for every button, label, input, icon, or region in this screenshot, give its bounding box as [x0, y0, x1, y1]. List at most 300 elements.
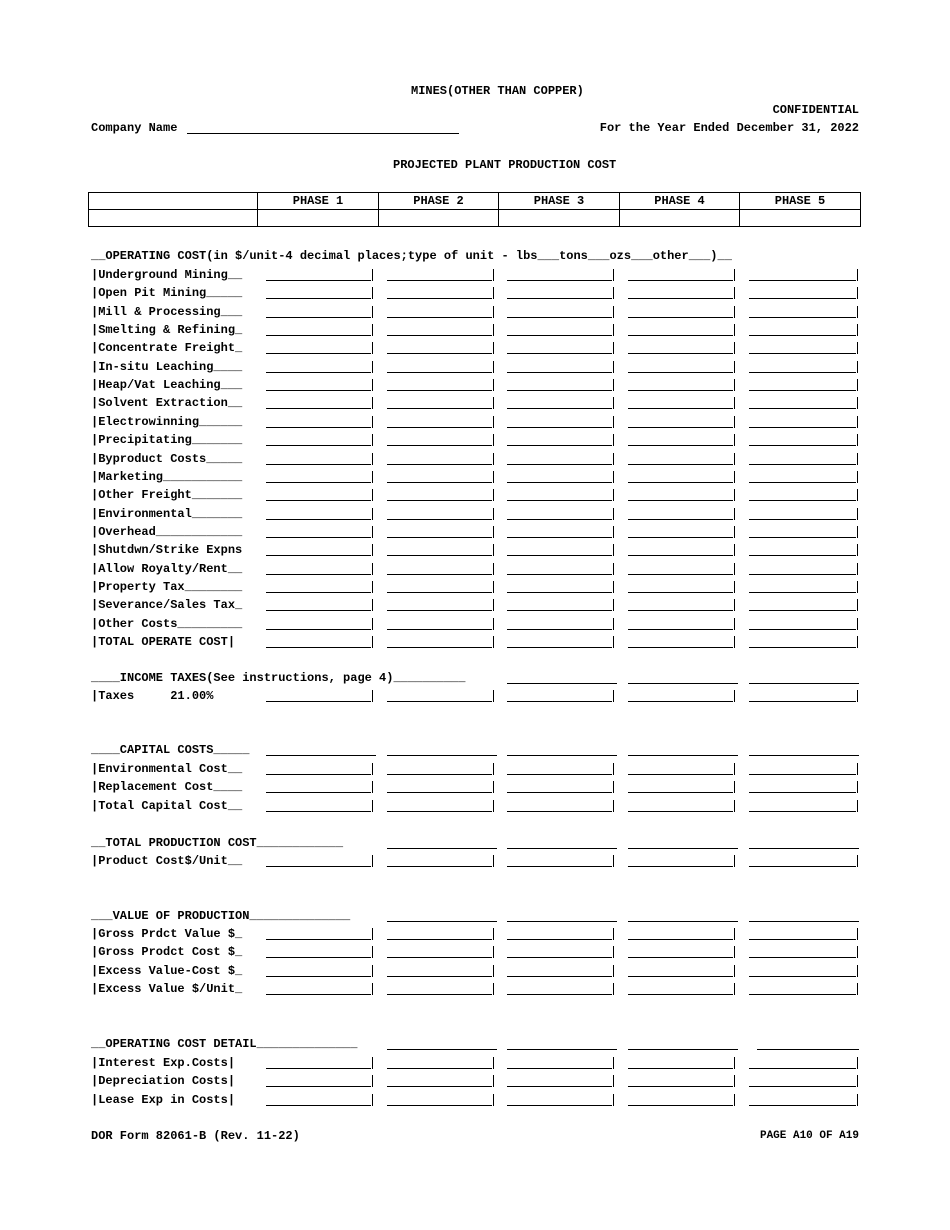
operating-row-5-phase-3-divider: [613, 361, 614, 373]
detail-row-0-phase-4-input[interactable]: [628, 1056, 733, 1068]
operating-row-14-phase-4-underline: [628, 537, 733, 538]
operating-row-7-phase-4-input[interactable]: [628, 396, 733, 408]
operating-row-16-phase-2-divider: [493, 563, 494, 575]
production-title-line-1: [507, 848, 617, 849]
capital-row-1-phase-2-input[interactable]: [387, 780, 492, 792]
value-row-2-phase-5-divider: [857, 965, 858, 977]
detail-row-0-phase-5-input[interactable]: [749, 1056, 856, 1068]
operating-row-4-phase-4-input[interactable]: [628, 341, 733, 353]
operating-row-13-phase-2-underline: [387, 519, 492, 520]
operating-row-7-phase-5-input[interactable]: [749, 396, 856, 408]
operating-row-3-phase-2-input[interactable]: [387, 323, 492, 335]
operating-row-11-phase-4-input[interactable]: [628, 470, 733, 482]
value-row-3-phase-1-input[interactable]: [266, 982, 371, 994]
operating-row-17-phase-4-input[interactable]: [628, 580, 733, 592]
operating-row-7-phase-2-input[interactable]: [387, 396, 492, 408]
operating-row-11-phase-2-input[interactable]: [387, 470, 492, 482]
value-row-1-label: |Gross Prodct Cost $_: [91, 945, 243, 960]
operating-row-8-phase-3-input[interactable]: [507, 415, 612, 427]
operating-row-9-phase-2-input[interactable]: [387, 433, 492, 445]
operating-row-15-phase-3-input[interactable]: [507, 543, 612, 555]
income-row-0-phase-4-divider: [734, 690, 735, 702]
operating-row-14-phase-5-input[interactable]: [749, 525, 856, 537]
operating-row-17-phase-5-divider: [857, 581, 858, 593]
operating-row-2-phase-4-divider: [734, 306, 735, 318]
capital-row-1-phase-3-underline: [507, 792, 612, 793]
operating-row-0-phase-4-underline: [628, 280, 733, 281]
operating-row-18-phase-4-underline: [628, 610, 733, 611]
operating-row-13-phase-3-divider: [613, 508, 614, 520]
detail-row-2-phase-4-input[interactable]: [628, 1093, 733, 1105]
capital-row-2-phase-1-underline: [266, 811, 371, 812]
operating-row-20-phase-5-input[interactable]: [749, 635, 856, 647]
value-row-0-phase-2-divider: [493, 928, 494, 940]
operating-row-19-phase-1-input[interactable]: [266, 617, 371, 629]
capital-row-0-phase-4-input[interactable]: [628, 762, 733, 774]
operating-row-11-phase-5-divider: [857, 471, 858, 483]
production-row-0-phase-1-input[interactable]: [266, 854, 371, 866]
production-row-0-phase-4-input[interactable]: [628, 854, 733, 866]
operating-row-11-phase-2-underline: [387, 482, 492, 483]
capital-row-2-label: |Total Capital Cost__: [91, 798, 243, 813]
operating-row-2-phase-5-underline: [749, 317, 856, 318]
capital-section-title: ____CAPITAL COSTS_____: [91, 743, 250, 757]
detail-row-2-phase-1-input[interactable]: [266, 1093, 371, 1105]
operating-row-8-phase-3-underline: [507, 427, 612, 428]
operating-row-0-phase-3-input[interactable]: [507, 268, 612, 280]
operating-row-11-phase-3-underline: [507, 482, 612, 483]
capital-row-2-phase-2-underline: [387, 811, 492, 812]
operating-row-0-phase-2-input[interactable]: [387, 268, 492, 280]
capital-row-1-phase-5-input[interactable]: [749, 780, 856, 792]
operating-row-20-phase-3-underline: [507, 647, 612, 648]
operating-row-5-phase-2-underline: [387, 372, 492, 373]
detail-row-2-phase-3-input[interactable]: [507, 1093, 612, 1105]
operating-row-3-phase-1-input[interactable]: [266, 323, 371, 335]
capital-row-2-phase-2-input[interactable]: [387, 799, 492, 811]
capital-row-1-phase-1-input[interactable]: [266, 780, 371, 792]
operating-row-9-phase-3-divider: [613, 434, 614, 446]
operating-row-9-phase-5-divider: [857, 434, 858, 446]
capital-row-1-phase-2-underline: [387, 792, 492, 793]
operating-row-1-phase-3-input[interactable]: [507, 286, 612, 298]
operating-row-20-phase-3-input[interactable]: [507, 635, 612, 647]
value-row-3-phase-2-input[interactable]: [387, 982, 492, 994]
value-row-2-phase-2-divider: [493, 965, 494, 977]
operating-row-11-phase-5-input[interactable]: [749, 470, 856, 482]
detail-row-0-phase-2-divider: [493, 1057, 494, 1069]
operating-row-12-phase-2-input[interactable]: [387, 488, 492, 500]
operating-row-0-phase-5-divider: [857, 269, 858, 281]
operating-row-11-phase-4-divider: [734, 471, 735, 483]
operating-row-9-phase-1-input[interactable]: [266, 433, 371, 445]
operating-row-4-phase-5-input[interactable]: [749, 341, 856, 353]
operating-row-8-phase-1-underline: [266, 427, 371, 428]
operating-row-8-phase-4-input[interactable]: [628, 415, 733, 427]
detail-row-1-phase-5-input[interactable]: [749, 1074, 856, 1086]
operating-row-4-phase-3-input[interactable]: [507, 341, 612, 353]
value-row-2-phase-2-input[interactable]: [387, 964, 492, 976]
operating-row-18-phase-2-input[interactable]: [387, 598, 492, 610]
operating-row-0-phase-2-underline: [387, 280, 492, 281]
operating-row-6-label: |Heap/Vat Leaching___: [91, 378, 243, 393]
operating-row-16-phase-1-underline: [266, 574, 371, 575]
phase-1-input[interactable]: [258, 210, 379, 227]
production-row-0-phase-4-divider: [734, 855, 735, 867]
capital-row-0-phase-2-input[interactable]: [387, 762, 492, 774]
detail-title-line-1: [507, 1049, 617, 1050]
value-row-1-phase-5-input[interactable]: [749, 945, 856, 957]
capital-row-2-phase-1-input[interactable]: [266, 799, 371, 811]
operating-row-9-phase-3-input[interactable]: [507, 433, 612, 445]
detail-row-0-phase-1-underline: [266, 1068, 371, 1069]
operating-row-10-phase-4-input[interactable]: [628, 452, 733, 464]
operating-row-1-phase-2-underline: [387, 298, 492, 299]
operating-row-6-phase-1-input[interactable]: [266, 378, 371, 390]
capital-row-2-phase-3-input[interactable]: [507, 799, 612, 811]
operating-row-11-phase-1-input[interactable]: [266, 470, 371, 482]
detail-row-0-phase-1-input[interactable]: [266, 1056, 371, 1068]
operating-row-11-phase-2-divider: [493, 471, 494, 483]
value-row-1-phase-4-input[interactable]: [628, 945, 733, 957]
value-row-0-phase-1-input[interactable]: [266, 927, 371, 939]
operating-row-8-phase-1-input[interactable]: [266, 415, 371, 427]
operating-row-3-phase-3-input[interactable]: [507, 323, 612, 335]
operating-row-19-phase-3-underline: [507, 629, 612, 630]
value-row-1-phase-2-divider: [493, 946, 494, 958]
value-row-1-phase-3-divider: [613, 946, 614, 958]
operating-row-18-phase-1-input[interactable]: [266, 598, 371, 610]
operating-row-11-phase-3-input[interactable]: [507, 470, 612, 482]
operating-row-14-phase-2-input[interactable]: [387, 525, 492, 537]
operating-row-7-phase-3-input[interactable]: [507, 396, 612, 408]
operating-row-8-phase-2-input[interactable]: [387, 415, 492, 427]
operating-row-17-phase-1-input[interactable]: [266, 580, 371, 592]
detail-title-line-0: [387, 1049, 497, 1050]
operating-row-5-phase-2-input[interactable]: [387, 360, 492, 372]
operating-row-6-phase-2-input[interactable]: [387, 378, 492, 390]
operating-row-6-phase-3-divider: [613, 379, 614, 391]
operating-row-19-phase-5-input[interactable]: [749, 617, 856, 629]
operating-row-10-phase-3-input[interactable]: [507, 452, 612, 464]
value-row-1-phase-5-divider: [857, 946, 858, 958]
operating-row-15-phase-4-input[interactable]: [628, 543, 733, 555]
operating-row-6-phase-5-input[interactable]: [749, 378, 856, 390]
form-subtitle: PROJECTED PLANT PRODUCTION COST: [393, 158, 617, 172]
phase-2-header: PHASE 2: [379, 193, 499, 210]
operating-row-3-phase-1-divider: [372, 324, 373, 336]
operating-row-5-phase-3-input[interactable]: [507, 360, 612, 372]
operating-row-19-phase-5-underline: [749, 629, 856, 630]
operating-row-3-phase-4-input[interactable]: [628, 323, 733, 335]
operating-row-1-phase-2-input[interactable]: [387, 286, 492, 298]
operating-row-19-phase-4-input[interactable]: [628, 617, 733, 629]
capital-row-1-phase-5-divider: [857, 781, 858, 793]
operating-row-13-phase-1-underline: [266, 519, 371, 520]
operating-row-19-phase-2-divider: [493, 618, 494, 630]
production-row-0-phase-2-input[interactable]: [387, 854, 492, 866]
operating-row-20-phase-4-input[interactable]: [628, 635, 733, 647]
detail-row-0-phase-2-underline: [387, 1068, 492, 1069]
operating-row-16-phase-1-input[interactable]: [266, 562, 371, 574]
capital-row-1-label: |Replacement Cost____: [91, 780, 243, 795]
value-row-0-phase-2-input[interactable]: [387, 927, 492, 939]
detail-row-1-phase-3-divider: [613, 1075, 614, 1087]
operating-row-13-phase-4-input[interactable]: [628, 507, 733, 519]
operating-row-12-phase-3-underline: [507, 500, 612, 501]
operating-row-5-phase-5-input[interactable]: [749, 360, 856, 372]
value-row-2-phase-3-input[interactable]: [507, 964, 612, 976]
phase-row-blank: [89, 210, 258, 227]
detail-row-1-phase-2-input[interactable]: [387, 1074, 492, 1086]
operating-row-8-phase-2-underline: [387, 427, 492, 428]
operating-row-18-phase-5-underline: [749, 610, 856, 611]
operating-row-18-phase-5-input[interactable]: [749, 598, 856, 610]
capital-row-0-phase-1-underline: [266, 774, 371, 775]
operating-row-12-phase-3-input[interactable]: [507, 488, 612, 500]
detail-row-0-label: |Interest Exp.Costs|: [91, 1056, 236, 1070]
company-name-label: Company Name: [91, 121, 178, 135]
value-row-2-phase-5-underline: [749, 976, 856, 977]
detail-row-0-phase-2-input[interactable]: [387, 1056, 492, 1068]
capital-row-1-phase-3-input[interactable]: [507, 780, 612, 792]
operating-row-0-phase-5-input[interactable]: [749, 268, 856, 280]
operating-row-3-phase-2-underline: [387, 335, 492, 336]
operating-row-4-phase-1-underline: [266, 353, 371, 354]
operating-row-10-phase-5-input[interactable]: [749, 452, 856, 464]
detail-row-1-phase-1-underline: [266, 1086, 371, 1087]
form-title: MINES(OTHER THAN COPPER): [411, 84, 584, 98]
operating-row-17-phase-4-divider: [734, 581, 735, 593]
value-row-0-phase-5-input[interactable]: [749, 927, 856, 939]
operating-row-5-label: |In-situ Leaching____: [91, 359, 243, 374]
income-row-0-phase-5-input[interactable]: [749, 689, 856, 701]
value-row-3-phase-4-input[interactable]: [628, 982, 733, 994]
value-row-1-phase-2-underline: [387, 957, 492, 958]
operating-row-4-phase-2-input[interactable]: [387, 341, 492, 353]
operating-row-8-phase-1-divider: [372, 416, 373, 428]
detail-row-1-phase-4-divider: [734, 1075, 735, 1087]
value-row-1-phase-3-underline: [507, 957, 612, 958]
operating-row-18-phase-1-divider: [372, 599, 373, 611]
phase-5-input[interactable]: [740, 210, 861, 227]
operating-row-0-phase-1-input[interactable]: [266, 268, 371, 280]
operating-row-13-phase-2-input[interactable]: [387, 507, 492, 519]
income-row-0-phase-2-divider: [493, 690, 494, 702]
operating-row-20-phase-1-input[interactable]: [266, 635, 371, 647]
value-row-1-phase-3-input[interactable]: [507, 945, 612, 957]
capital-row-2-phase-2-divider: [493, 800, 494, 812]
operating-row-16-phase-5-input[interactable]: [749, 562, 856, 574]
income-row-0-phase-5-underline: [749, 701, 856, 702]
value-row-2-label: |Excess Value-Cost $_: [91, 963, 243, 978]
operating-row-1-phase-3-divider: [613, 287, 614, 299]
detail-row-0-phase-4-underline: [628, 1068, 733, 1069]
operating-row-0-phase-4-input[interactable]: [628, 268, 733, 280]
production-row-0-phase-3-input[interactable]: [507, 854, 612, 866]
operating-row-13-phase-5-input[interactable]: [749, 507, 856, 519]
operating-row-9-phase-4-input[interactable]: [628, 433, 733, 445]
income-row-0-phase-3-input[interactable]: [507, 689, 612, 701]
operating-row-4-phase-2-underline: [387, 353, 492, 354]
value-row-0-phase-1-underline: [266, 939, 371, 940]
operating-row-2-phase-2-input[interactable]: [387, 305, 492, 317]
operating-row-13-phase-1-divider: [372, 508, 373, 520]
operating-row-3-phase-5-input[interactable]: [749, 323, 856, 335]
capital-row-1-phase-3-divider: [613, 781, 614, 793]
operating-row-19-phase-2-input[interactable]: [387, 617, 492, 629]
value-row-1-phase-2-input[interactable]: [387, 945, 492, 957]
capital-row-0-phase-3-input[interactable]: [507, 762, 612, 774]
phase-3-header: PHASE 3: [499, 193, 620, 210]
operating-row-1-phase-1-input[interactable]: [266, 286, 371, 298]
value-row-0-phase-3-input[interactable]: [507, 927, 612, 939]
operating-row-13-phase-5-underline: [749, 519, 856, 520]
detail-row-2-phase-4-underline: [628, 1105, 733, 1106]
operating-row-13-phase-2-divider: [493, 508, 494, 520]
operating-row-7-phase-1-input[interactable]: [266, 396, 371, 408]
capital-row-2-phase-5-input[interactable]: [749, 799, 856, 811]
production-row-0-phase-3-underline: [507, 866, 612, 867]
operating-row-10-phase-2-divider: [493, 453, 494, 465]
detail-row-1-phase-1-input[interactable]: [266, 1074, 371, 1086]
operating-row-6-phase-1-divider: [372, 379, 373, 391]
income-title-line-1: [628, 683, 738, 684]
detail-row-1-phase-4-input[interactable]: [628, 1074, 733, 1086]
operating-row-4-phase-5-divider: [857, 342, 858, 354]
capital-row-1-phase-4-underline: [628, 792, 733, 793]
operating-row-1-phase-4-divider: [734, 287, 735, 299]
value-row-2-phase-5-input[interactable]: [749, 964, 856, 976]
operating-row-15-phase-2-input[interactable]: [387, 543, 492, 555]
operating-row-5-phase-3-underline: [507, 372, 612, 373]
operating-section-title: __OPERATING COST(in $/unit-4 decimal places;type of unit - lbs___tons___ozs___other___)__: [91, 249, 732, 263]
capital-row-1-phase-4-input[interactable]: [628, 780, 733, 792]
value-row-3-phase-5-input[interactable]: [749, 982, 856, 994]
operating-row-14-phase-4-input[interactable]: [628, 525, 733, 537]
operating-row-18-phase-3-input[interactable]: [507, 598, 612, 610]
production-title-line-2: [628, 848, 738, 849]
operating-row-2-phase-4-input[interactable]: [628, 305, 733, 317]
page-number: PAGE A10 OF A19: [759, 1130, 859, 1142]
operating-row-13-phase-3-input[interactable]: [507, 507, 612, 519]
operating-row-15-phase-5-input[interactable]: [749, 543, 856, 555]
operating-row-1-phase-1-divider: [372, 287, 373, 299]
operating-row-5-phase-5-underline: [749, 372, 856, 373]
income-row-0-phase-4-input[interactable]: [628, 689, 733, 701]
operating-row-13-phase-1-input[interactable]: [266, 507, 371, 519]
production-row-0-phase-5-input[interactable]: [749, 854, 856, 866]
operating-row-10-phase-1-input[interactable]: [266, 452, 371, 464]
operating-row-19-phase-3-input[interactable]: [507, 617, 612, 629]
operating-row-3-phase-4-divider: [734, 324, 735, 336]
capital-row-0-phase-1-input[interactable]: [266, 762, 371, 774]
income-row-0-phase-2-input[interactable]: [387, 689, 492, 701]
operating-row-12-phase-5-input[interactable]: [749, 488, 856, 500]
value-row-0-phase-4-input[interactable]: [628, 927, 733, 939]
operating-row-15-phase-1-underline: [266, 555, 371, 556]
capital-row-2-phase-5-divider: [857, 800, 858, 812]
operating-row-10-phase-1-underline: [266, 464, 371, 465]
operating-row-10-phase-2-input[interactable]: [387, 452, 492, 464]
operating-row-15-phase-2-underline: [387, 555, 492, 556]
operating-row-9-phase-5-input[interactable]: [749, 433, 856, 445]
operating-row-16-phase-3-input[interactable]: [507, 562, 612, 574]
operating-row-17-phase-3-input[interactable]: [507, 580, 612, 592]
operating-row-20-label: |TOTAL OPERATE COST|: [91, 635, 236, 649]
operating-row-6-phase-3-input[interactable]: [507, 378, 612, 390]
operating-row-12-phase-4-input[interactable]: [628, 488, 733, 500]
value-row-2-phase-4-input[interactable]: [628, 964, 733, 976]
capital-row-2-phase-4-input[interactable]: [628, 799, 733, 811]
operating-row-14-phase-1-input[interactable]: [266, 525, 371, 537]
operating-row-2-label: |Mill & Processing___: [91, 304, 243, 319]
value-row-3-phase-3-input[interactable]: [507, 982, 612, 994]
phase-3-input[interactable]: [499, 210, 620, 227]
capital-row-2-phase-4-divider: [734, 800, 735, 812]
operating-row-5-phase-1-input[interactable]: [266, 360, 371, 372]
operating-row-5-phase-4-input[interactable]: [628, 360, 733, 372]
value-row-2-phase-1-input[interactable]: [266, 964, 371, 976]
operating-row-1-phase-4-input[interactable]: [628, 286, 733, 298]
operating-row-19-phase-4-divider: [734, 618, 735, 630]
operating-row-14-phase-3-input[interactable]: [507, 525, 612, 537]
operating-row-8-phase-2-divider: [493, 416, 494, 428]
operating-row-12-phase-1-input[interactable]: [266, 488, 371, 500]
operating-row-20-phase-2-input[interactable]: [387, 635, 492, 647]
operating-row-17-phase-2-input[interactable]: [387, 580, 492, 592]
income-row-0-phase-1-input[interactable]: [266, 689, 371, 701]
capital-title-line-3: [628, 755, 738, 756]
phase-2-input[interactable]: [379, 210, 499, 227]
operating-row-8-phase-5-underline: [749, 427, 856, 428]
operating-row-1-phase-5-input[interactable]: [749, 286, 856, 298]
detail-row-2-phase-2-input[interactable]: [387, 1093, 492, 1105]
value-row-3-phase-2-divider: [493, 983, 494, 995]
operating-row-16-phase-5-divider: [857, 563, 858, 575]
capital-row-0-phase-5-input[interactable]: [749, 762, 856, 774]
operating-row-2-phase-3-input[interactable]: [507, 305, 612, 317]
operating-row-17-phase-5-input[interactable]: [749, 580, 856, 592]
operating-row-11-phase-4-underline: [628, 482, 733, 483]
detail-row-2-phase-5-input[interactable]: [749, 1093, 856, 1105]
operating-row-15-phase-1-input[interactable]: [266, 543, 371, 555]
operating-row-6-phase-2-divider: [493, 379, 494, 391]
operating-row-2-phase-5-input[interactable]: [749, 305, 856, 317]
company-name-field[interactable]: [187, 133, 459, 134]
operating-row-20-phase-5-divider: [857, 636, 858, 648]
operating-row-7-phase-3-divider: [613, 397, 614, 409]
production-row-0-phase-1-underline: [266, 866, 371, 867]
operating-row-16-phase-2-input[interactable]: [387, 562, 492, 574]
operating-row-1-phase-5-underline: [749, 298, 856, 299]
operating-row-8-phase-5-input[interactable]: [749, 415, 856, 427]
operating-row-2-phase-1-input[interactable]: [266, 305, 371, 317]
detail-row-0-phase-3-input[interactable]: [507, 1056, 612, 1068]
phase-4-input[interactable]: [620, 210, 740, 227]
operating-row-7-phase-5-underline: [749, 408, 856, 409]
detail-row-1-phase-3-input[interactable]: [507, 1074, 612, 1086]
operating-row-6-phase-4-input[interactable]: [628, 378, 733, 390]
operating-row-9-phase-3-underline: [507, 445, 612, 446]
operating-row-18-phase-4-divider: [734, 599, 735, 611]
operating-row-4-phase-1-input[interactable]: [266, 341, 371, 353]
operating-row-18-phase-4-input[interactable]: [628, 598, 733, 610]
value-row-1-phase-1-input[interactable]: [266, 945, 371, 957]
operating-row-14-phase-1-divider: [372, 526, 373, 538]
operating-row-16-phase-4-input[interactable]: [628, 562, 733, 574]
detail-row-2-phase-1-divider: [372, 1094, 373, 1106]
